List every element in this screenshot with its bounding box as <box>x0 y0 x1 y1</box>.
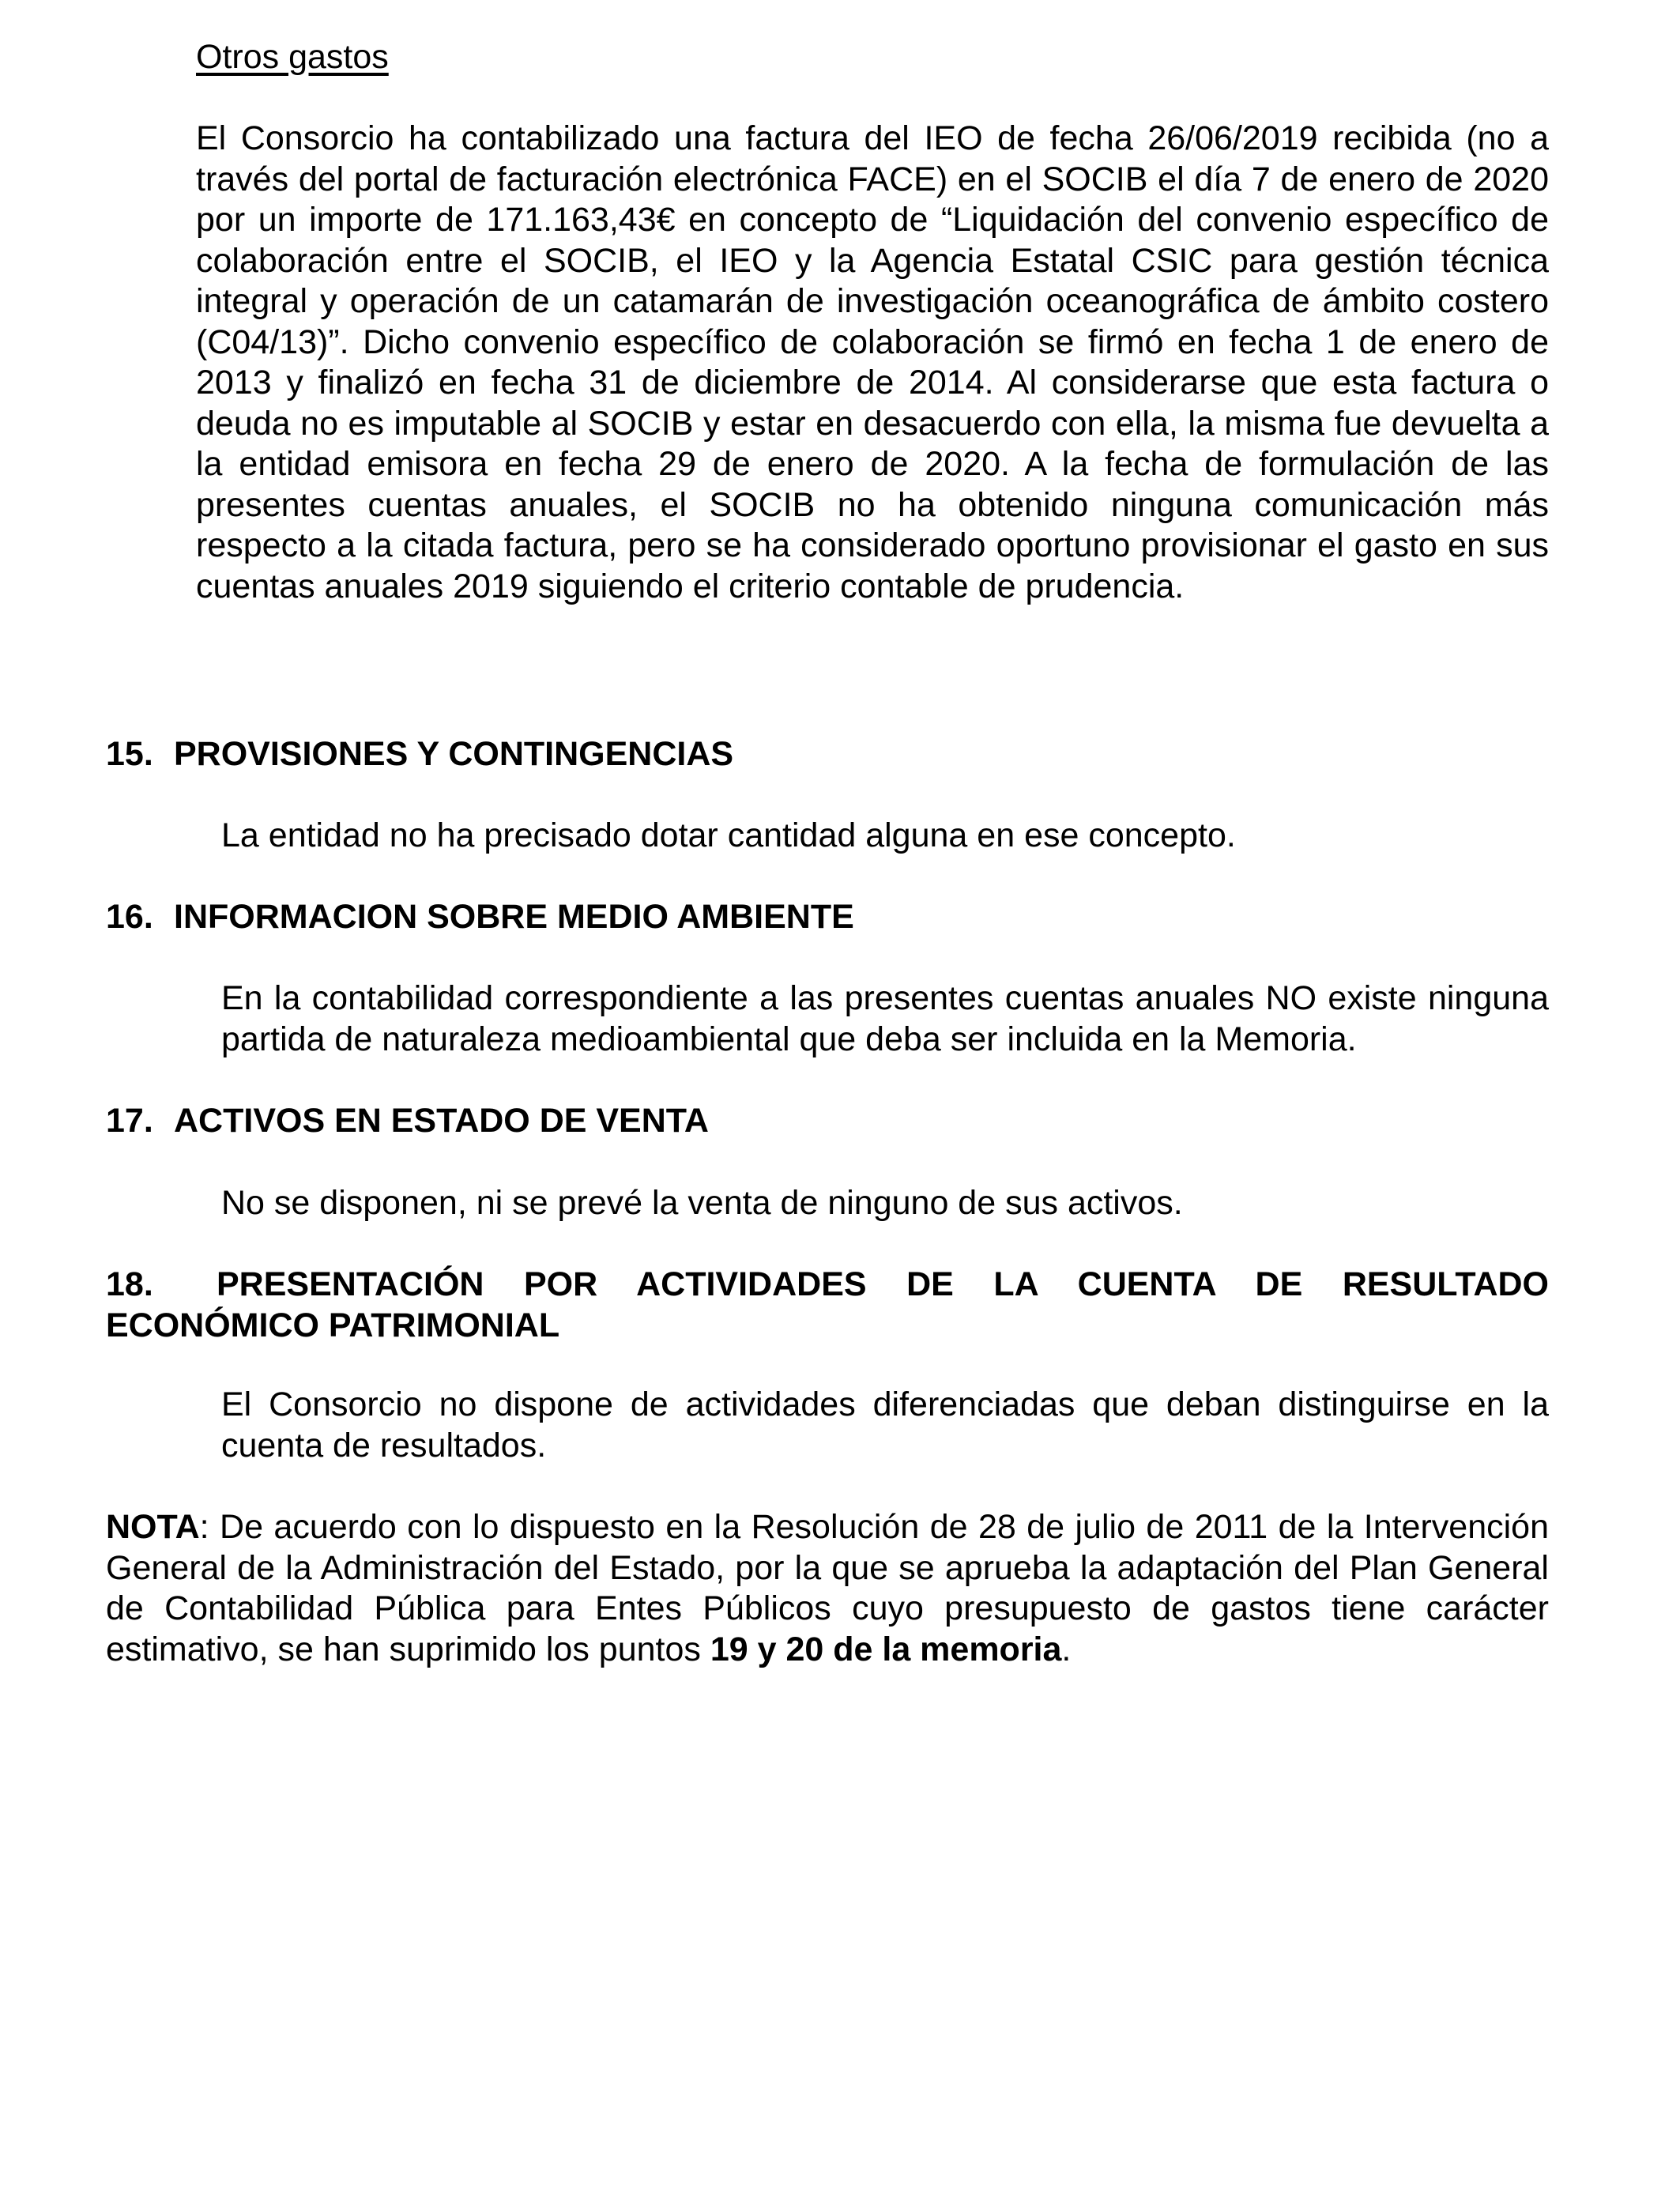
note-bold-text: 19 y 20 de la memoria <box>710 1630 1062 1668</box>
section-16-title: INFORMACION SOBRE MEDIO AMBIENTE <box>174 898 854 936</box>
note-end: . <box>1061 1630 1072 1668</box>
section-15-number: 15. <box>106 735 153 773</box>
note-label: NOTA <box>106 1508 200 1546</box>
section-18-number: 18. <box>106 1265 153 1303</box>
section-15-body: La entidad no ha precisado dotar cantidad alguna en ese concepto. <box>221 816 1236 854</box>
section-16-heading <box>106 896 854 937</box>
section-18-body: El Consorcio no dispone de actividades diferenciadas que deban distinguirse en la cuenta de resultados. <box>221 1385 1549 1465</box>
section-17-heading <box>106 1100 709 1141</box>
section-18-title: PRESENTACIÓN POR ACTIVIDADES DE LA CUENTA DE RESULTADO ECONÓMICO PATRIMONIAL <box>106 1265 1549 1344</box>
otros-gastos-paragraph: El Consorcio ha contabilizado una factura del IEO de fecha 26/06/2019 recibida (no a través del portal de facturación electrónica FACE) en el SOCIB el día 7 de enero de 2020 por un importe de 171.163,43€ en concepto de “Liquidación del convenio específico de colaboración entre el SOCIB, el IEO y la Agencia Estatal CSIC para gestión técnica integral y operación de un catamarán de investigación oceanográfica de ámbito costero (C04/13)”. Dicho convenio específico de colaboración se firmó en fecha 1 de enero de 2013 y finalizó en fecha 31 de diciembre de 2014. Al considerarse que esta factura o deuda no es imputable al SOCIB y estar en desacuerdo con ella, la misma fue devuelta a la entidad emisora en fecha 29 de enero de 2020. A la fecha de formulación de las presentes cuentas anuales, el SOCIB no ha obtenido ninguna comunicación más respecto a la citada factura, pero se ha considerado oportuno provisionar el gasto en sus cuentas anuales 2019 siguiendo el criterio contable de prudencia. <box>196 119 1549 605</box>
section-17-body: No se disponen, ni se prevé la venta de ninguno de sus activos. <box>221 1184 1183 1222</box>
section-15-title: PROVISIONES Y CONTINGENCIAS <box>174 735 734 773</box>
section-17-number: 17. <box>106 1102 153 1140</box>
section-17-title: ACTIVOS EN ESTADO DE VENTA <box>174 1102 709 1140</box>
otros-gastos-heading: Otros gastos <box>196 38 389 76</box>
note-text: : De acuerdo con lo dispuesto en la Resolución de 28 de julio de 2011 de la Intervención General de la Administración del Estado, por la que se aprueba la adaptación del Plan General de Contabilidad Pública para Entes Públicos cuyo presupuesto de gastos tiene carácter estimativo, se han suprimido los puntos <box>106 1508 1549 1668</box>
section-18-heading <box>106 1264 1549 1346</box>
section-15-heading <box>106 733 733 775</box>
note-paragraph <box>106 1507 1549 1670</box>
section-16-body: En la contabilidad correspondiente a las presentes cuentas anuales NO existe ninguna partida de naturaleza medioambiental que deba ser incluida en la Memoria. <box>221 979 1549 1058</box>
section-16-number: 16. <box>106 898 153 936</box>
